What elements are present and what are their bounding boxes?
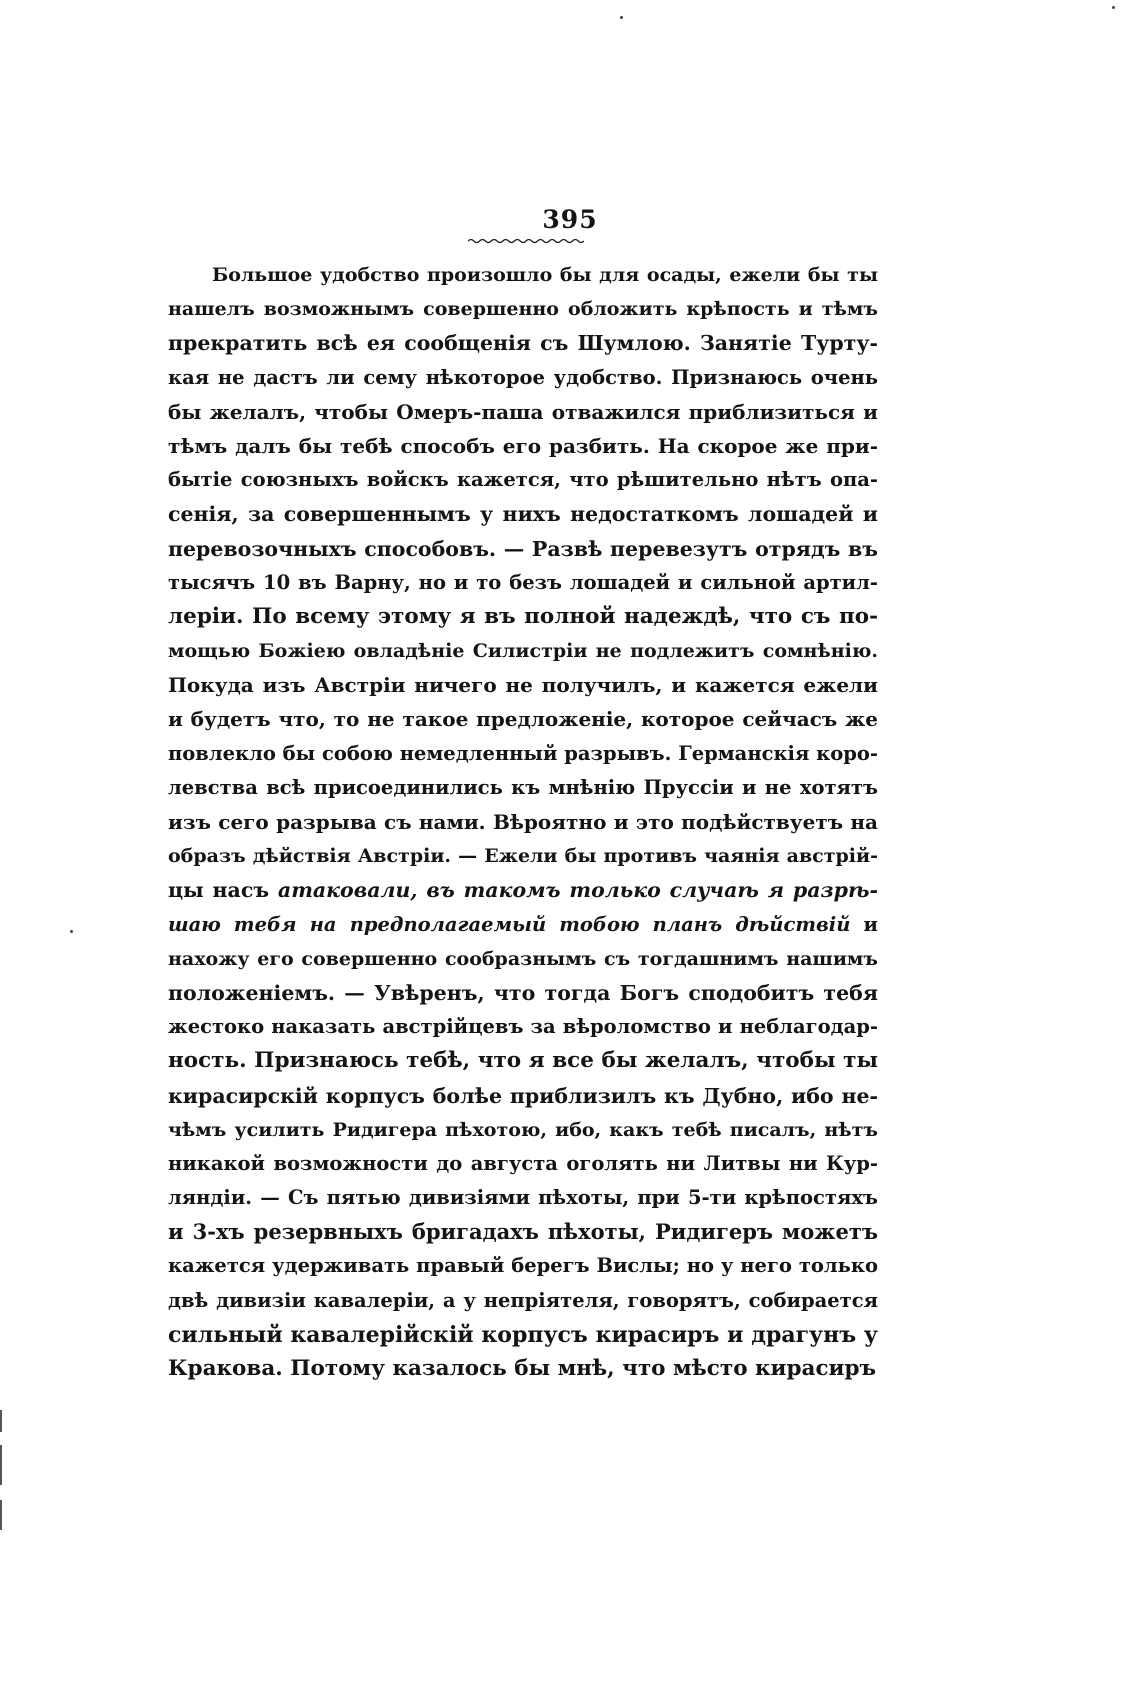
text-line: кирасирскій корпусъ болѣе приблизилъ къ Дубно, ибо не- xyxy=(168,1083,878,1108)
italic-text: шаю тебя на предполагаемый тобою планъ дѣйствій xyxy=(168,912,851,936)
text-line: мощью Божіею овладѣніе Силистріи не подлежитъ сомнѣнію. xyxy=(168,640,878,663)
page-number: 395 xyxy=(542,205,598,234)
text-line: кажется удерживать правый берегъ Вислы; но у него только xyxy=(168,1254,878,1278)
text-line: двѣ дивизіи кавалеріи, а у непріятеля, говорятъ, собирается xyxy=(168,1288,878,1312)
text-line: бы желалъ, чтобы Омеръ-паша отважился приблизиться и xyxy=(168,399,878,424)
text-line: тѣмъ далъ бы тебѣ способъ его разбить. На скорое же при- xyxy=(168,433,878,458)
text-line: и будетъ что, то не такое предложеніе, которое сейчасъ же xyxy=(168,707,878,732)
scan-speck xyxy=(620,16,623,19)
text-line: тысячъ 10 въ Варну, но и то безъ лошадей и сильной артил- xyxy=(168,570,878,594)
text-line: повлекло бы собою немедленный разрывъ. Германскія коро- xyxy=(168,741,878,765)
text-line: Кракова. Потому казалось бы мнѣ, что мѣсто кирасиръ xyxy=(168,1356,877,1381)
scan-edge-mark xyxy=(0,1445,2,1485)
text-line: и 3-хъ резервныхъ бригадахъ пѣхоты, Ридигеръ можетъ xyxy=(168,1219,878,1245)
text-line-mixed: цы насъ атаковали, въ такомъ только случаѣ я разрѣ- xyxy=(168,878,878,903)
text-line: чѣмъ усилить Ридигера пѣхотою, ибо, какъ тебѣ писалъ, нѣтъ xyxy=(168,1118,878,1141)
body-text xyxy=(168,258,878,1386)
text-line: перевозочныхъ способовъ. — Развѣ перевезутъ отрядъ въ xyxy=(168,536,878,561)
text-line: нашелъ возможнымъ совершенно обложить крѣпость и тѣмъ xyxy=(168,298,878,321)
text-line: положеніемъ. — Увѣренъ, что тогда Богъ сподобитъ тебя xyxy=(168,980,878,1005)
italic-text: атаковали, въ такомъ только случаѣ я разрѣ- xyxy=(277,878,878,903)
text-line: жестоко наказать австрійцевъ за вѣроломство и неблагодар- xyxy=(168,1015,878,1039)
text-line: прекратить всѣ ея сообщенія съ Шумлою. Занятіе Турту- xyxy=(168,331,878,356)
text-line: образъ дѣйствія Австріи. — Ежели бы противъ чаянія австрій- xyxy=(168,845,878,868)
text-line: Покуда изъ Австріи ничего не получилъ, и кажется ежели xyxy=(168,673,878,698)
scan-edge-mark xyxy=(0,1500,2,1530)
text-line-mixed: шаю тебя на предполагаемый тобою планъ дѣйствій и xyxy=(168,912,878,936)
scan-edge-mark xyxy=(0,1410,2,1432)
text-line: Большое удобство произошло бы для осады, ежели бы ты xyxy=(212,264,878,286)
text-line: кая не дастъ ли сему нѣкоторое удобство. Признаюсь очень xyxy=(168,365,878,389)
text-line: никакой возможности до августа оголять ни Литвы ни Кур- xyxy=(168,1151,878,1175)
text-line: сильный кавалерійскій корпусъ кирасиръ и драгунъ у xyxy=(168,1321,878,1348)
scan-speck xyxy=(70,930,73,933)
text-line: ность. Признаюсь тебѣ, что я все бы желалъ, чтобы ты xyxy=(168,1048,878,1074)
text-line: нахожу его совершенно сообразнымъ съ тогдашнимъ нашимъ xyxy=(168,947,878,970)
text-line: изъ сего разрыва съ нами. Вѣроятно и это подѣйствуетъ на xyxy=(168,810,878,834)
text-line: леріи. По всему этому я въ полной надеждѣ, что съ по- xyxy=(168,603,878,629)
text-line: левства всѣ присоединились къ мнѣнію Пруссіи и не хотятъ xyxy=(168,775,878,799)
text-line: бытіе союзныхъ войскъ кажется, что рѣшительно нѣтъ опа- xyxy=(168,468,878,492)
scan-speck xyxy=(1112,6,1115,9)
text-line: ляндіи. — Съ пятью дивизіями пѣхоты, при 5-ти крѣпостяхъ xyxy=(168,1186,878,1210)
page-number-wavy-rule xyxy=(468,238,584,244)
text-line: сенія, за совершеннымъ у нихъ недостаткомъ лошадей и xyxy=(168,502,878,527)
